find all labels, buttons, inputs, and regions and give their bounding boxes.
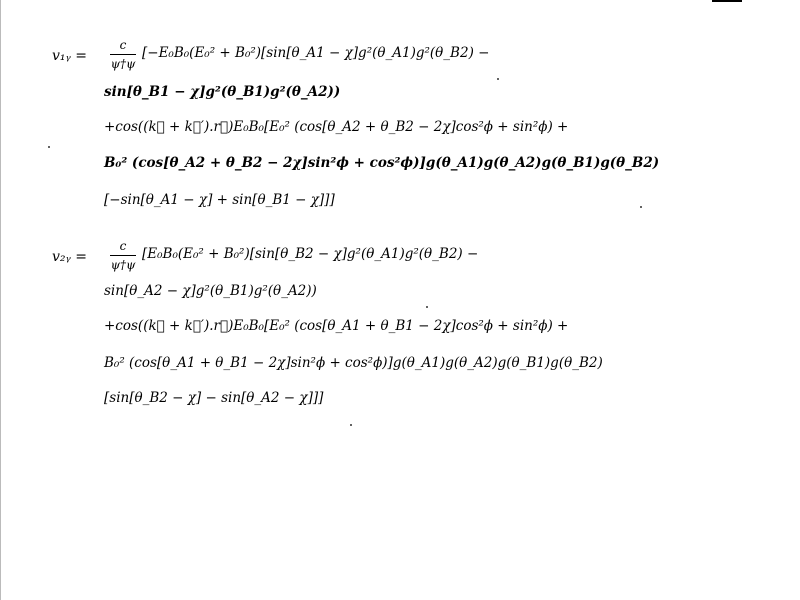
equation-2-line-2: sin[θ_A2 − χ]g²(θ_B1)g²(θ_A2)) <box>104 283 317 299</box>
scan-edge-mark <box>712 0 742 2</box>
equation-2-line-3: +cos((k⃗ + k⃗′).r⃗)E₀B₀[E₀² (cos[θ_A1 + θ_B1 − 2χ]cos²ϕ + sin²ϕ) + <box>104 318 569 334</box>
equation-1-fraction-bar <box>110 54 136 55</box>
equation-2-denominator: ψ†ψ <box>110 258 136 272</box>
scan-speck <box>350 424 352 426</box>
equation-2-line-4: B₀² (cos[θ_A1 + θ_B1 − 2χ]sin²ϕ + cos²ϕ)]g(θ_A1)g(θ_A2)g(θ_B1)g(θ_B2) <box>104 355 603 371</box>
equation-1-line-5: [−sin[θ_A1 − χ] + sin[θ_B1 − χ]]] <box>104 192 335 208</box>
equation-1-numerator: c <box>119 38 127 52</box>
scan-speck <box>426 306 428 308</box>
equation-1-line-2: sin[θ_B1 − χ]g²(θ_B1)g²(θ_A2)) <box>104 84 341 100</box>
scan-speck <box>497 78 499 80</box>
equation-1-lhs: v₁ᵧ = <box>52 48 87 64</box>
equation-2-fraction-bar <box>110 255 136 256</box>
scan-speck <box>48 146 50 148</box>
equation-1-line-3: +cos((k⃗ + k⃗′).r⃗)E₀B₀[E₀² (cos[θ_A2 + θ_B2 − 2χ]cos²ϕ + sin²ϕ) + <box>104 119 569 135</box>
equation-2-line-1: [E₀B₀(E₀² + B₀²)[sin[θ_B2 − χ]g²(θ_A1)g²(θ_B2) − <box>142 246 479 262</box>
equation-2-lhs: v₂ᵧ = <box>52 249 87 265</box>
scan-left-edge <box>0 0 1 600</box>
equation-2-line-5: [sin[θ_B2 − χ] − sin[θ_A2 − χ]]] <box>104 390 324 406</box>
equation-1-line-1: [−E₀B₀(E₀² + B₀²)[sin[θ_A1 − χ]g²(θ_A1)g²(θ_B2) − <box>142 45 490 61</box>
scan-speck <box>640 206 642 208</box>
equation-1-line-4: B₀² (cos[θ_A2 + θ_B2 − 2χ]sin²ϕ + cos²ϕ)]g(θ_A1)g(θ_A2)g(θ_B1)g(θ_B2) <box>104 155 660 171</box>
equation-2-numerator: c <box>119 239 127 253</box>
equation-1-denominator: ψ†ψ <box>110 57 136 71</box>
